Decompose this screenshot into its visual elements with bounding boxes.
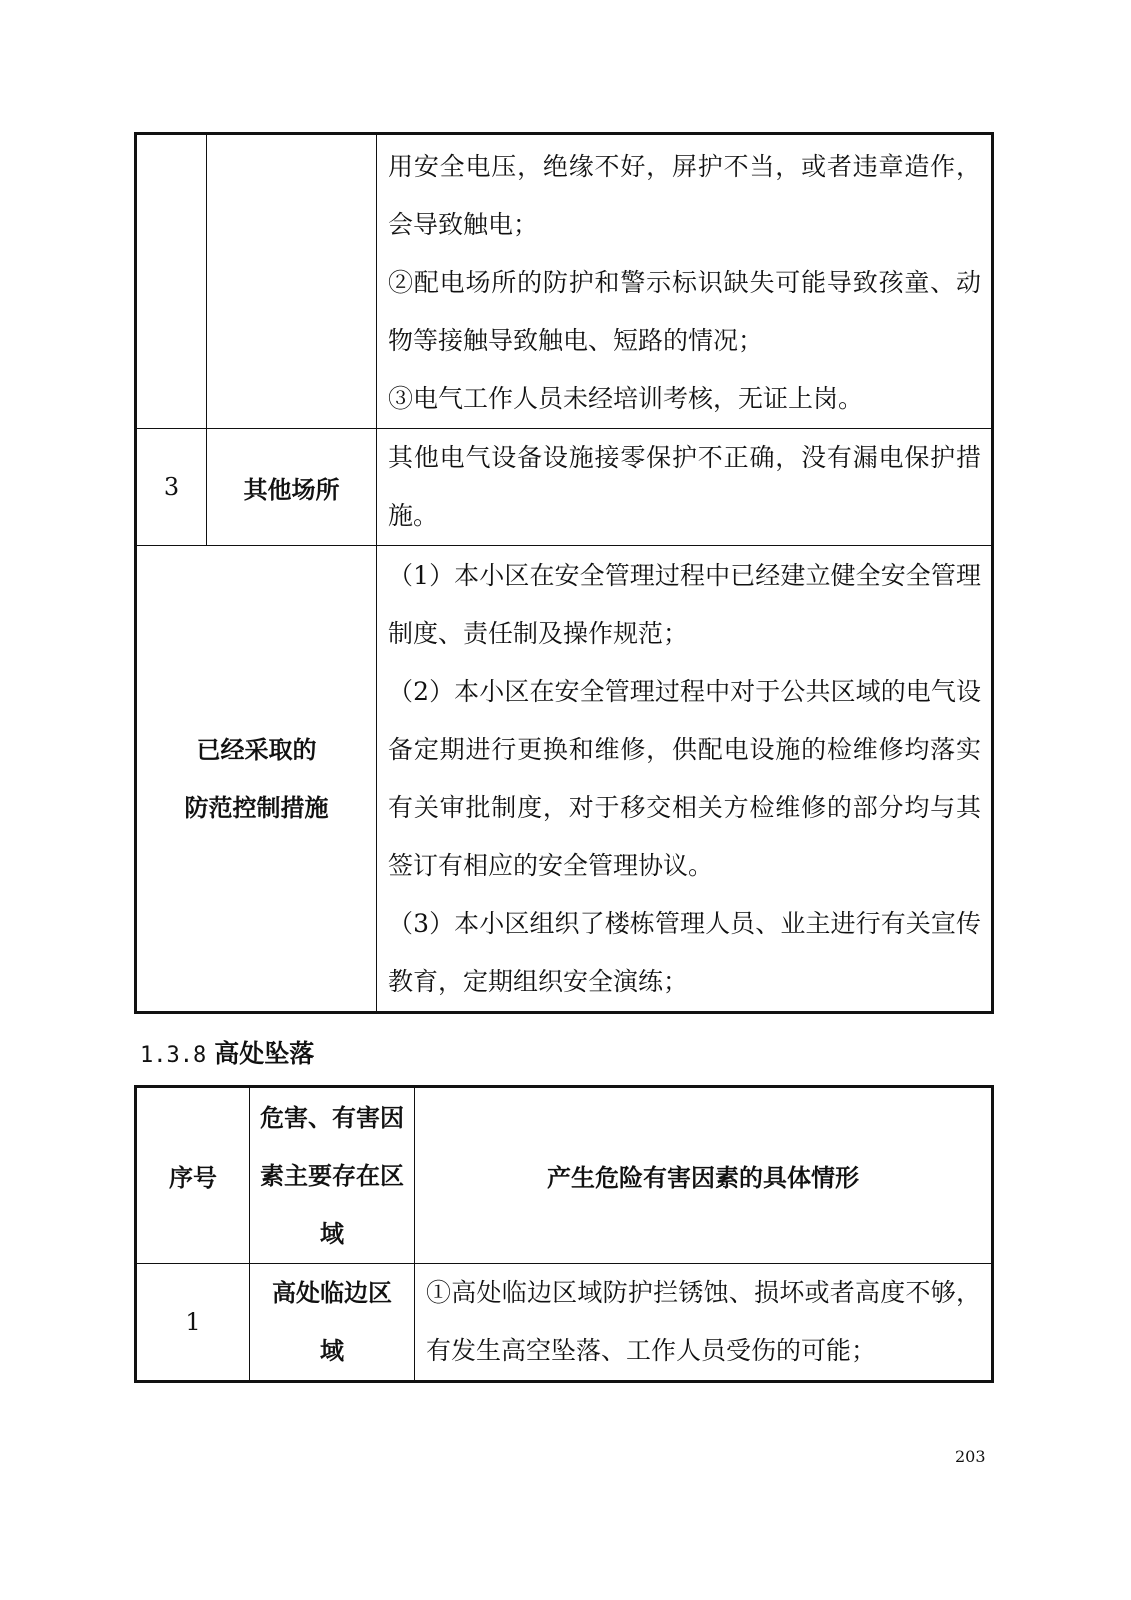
measure-item: （1）本小区在安全管理过程中已经建立健全安全管理制度、责任制及操作规范； — [388, 561, 981, 648]
header-detail: 产生危险有害因素的具体情形 — [415, 1087, 993, 1264]
area-cell: 其他场所 — [207, 429, 377, 546]
detail-text: ①高处临边区域防护拦锈蚀、损坏或者高度不够，有发生高空坠落、工作人员受伤的可能； — [426, 1278, 981, 1365]
header-area-text: 危害、有害因素主要存在区域 — [260, 1103, 404, 1248]
measures-detail-cell — [377, 546, 993, 1013]
area-cell — [207, 134, 377, 429]
header-area — [250, 1087, 415, 1264]
detail-text: 其他电气设备设施接零保护不正确，没有漏电保护措施。 — [388, 443, 981, 530]
measures-label-line: 已经采取的 — [196, 735, 317, 764]
measures-label-line: 防范控制措施 — [184, 793, 329, 822]
measures-label-cell — [136, 546, 377, 1013]
table-row — [136, 429, 993, 546]
table-row — [136, 1264, 993, 1382]
detail-line: ③电气工作人员未经培训考核，无证上岗。 — [388, 384, 864, 413]
section-number: 1.3.8 — [140, 1043, 207, 1068]
section-heading — [140, 1034, 314, 1076]
section-title: 高处坠落 — [214, 1039, 315, 1068]
hazard-table-fall — [134, 1085, 994, 1383]
table-row — [136, 134, 993, 429]
area-cell — [250, 1264, 415, 1382]
seq-cell — [136, 134, 207, 429]
area-text: 高处临边区域 — [272, 1279, 392, 1365]
page-number: 203 — [955, 1447, 986, 1466]
header-seq: 序号 — [136, 1087, 250, 1264]
hazard-table-electric — [134, 132, 994, 1014]
detail-line: ②配电场所的防护和警示标识缺失可能导致孩童、动物等接触导致触电、短路的情况； — [388, 268, 981, 355]
measure-item: （2）本小区在安全管理过程中对于公共区域的电气设备定期进行更换和维修，供配电设施的检维修均落实有关审批制度，对于移交相关方检维修的部分均与其签订有相应的安全管理协议。 — [388, 677, 981, 880]
seq-cell: 1 — [136, 1264, 250, 1382]
detail-line: 用安全电压，绝缘不好，屏护不当，或者违章造作，会导致触电； — [388, 152, 981, 239]
detail-cell — [377, 134, 993, 429]
measure-item: （3）本小区组织了楼栋管理人员、业主进行有关宣传教育，定期组织安全演练； — [388, 909, 981, 996]
detail-cell — [415, 1264, 993, 1382]
measures-row — [136, 546, 993, 1013]
detail-cell — [377, 429, 993, 546]
table-header-row — [136, 1087, 993, 1264]
seq-cell: 3 — [136, 429, 207, 546]
